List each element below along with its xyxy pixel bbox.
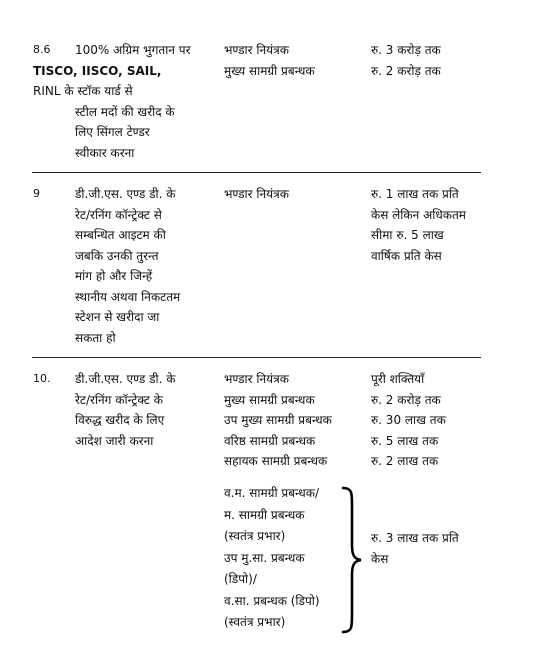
authority-line: भण्डार नियंत्रक <box>224 187 289 201</box>
authority-line: (स्वतंत्र प्रभार) <box>224 615 286 629</box>
item-description <box>75 102 175 164</box>
authority-line: उप मुख्य सामग्री प्रबन्धक <box>224 413 332 427</box>
authority-line: सहायक सामग्री प्रबन्धक <box>224 454 328 468</box>
authority-column <box>224 184 289 205</box>
item-description-line: डी.जी.एस. एण्ड डी. के <box>75 187 176 201</box>
authority-line: वरिष्ठ सामग्री प्रबन्धक <box>224 433 316 448</box>
authority-line: उप मु.सा. प्रबन्धक <box>224 550 305 565</box>
item-description-line: रेट/रनिंग कॉन्ट्रेक्ट के <box>75 392 164 407</box>
row-number: 9 <box>33 187 40 200</box>
item-description-line: डी.जी.एस. एण्ड डी. के <box>75 372 176 386</box>
item-description-line: TISCO, IISCO, SAIL, <box>33 63 162 78</box>
authority-line: व.म. सामग्री प्रबन्धक/ <box>224 486 320 500</box>
item-description-line: स्थानीय अथवा निकटतम <box>75 289 181 304</box>
limit-column <box>371 369 446 472</box>
authority-line: व.सा. प्रबन्धक (डिपो) <box>224 593 320 608</box>
limit-line: रु. 1 लाख तक प्रति <box>371 187 459 201</box>
item-description-line: स्वीकार करना <box>75 145 135 160</box>
limit-line: रु. 2 लाख तक <box>371 454 439 468</box>
authority-line: म. सामग्री प्रबन्धक <box>224 507 305 522</box>
item-description-line: 100% अग्रिम भुगतान पर <box>75 43 191 57</box>
item-description-line: जबकि उनकी तुरन्त <box>75 248 159 263</box>
limit-line: केस लेकिन अधिकतम <box>371 207 466 222</box>
limit-line: रु. 30 लाख तक <box>371 413 446 427</box>
authority-column <box>224 40 315 81</box>
item-description-line: लिए सिंगल टेण्डर <box>75 125 150 139</box>
item-description-line: स्टील मदों की खरीद के <box>75 104 175 119</box>
authority-column <box>224 369 332 472</box>
item-description-line: सम्बन्धित आइटम की <box>75 228 166 242</box>
grouped-limit <box>371 528 459 569</box>
row-number: 8.6 <box>33 43 51 56</box>
grouped-authority <box>224 483 320 634</box>
limit-line: रु. 5 लाख तक <box>371 433 439 448</box>
item-description <box>75 369 176 451</box>
item-description-line: RINL के स्टॉक यार्ड से <box>33 84 133 98</box>
limit-line: वार्षिक प्रति केस <box>371 248 442 263</box>
item-description <box>75 184 180 348</box>
authority-line: भण्डार नियंत्रक <box>224 43 289 57</box>
authority-line: भण्डार नियंत्रक <box>224 372 289 386</box>
row-divider <box>32 172 481 173</box>
limit-line: रु. 3 करोड़ तक <box>371 43 441 57</box>
row-number: 10. <box>33 372 51 385</box>
item-description-line: रेट/रनिंग कॉन्ट्रेक्ट से <box>75 207 162 222</box>
limit-line: रु. 3 लाख तक प्रति <box>371 531 459 545</box>
item-description-line: विरुद्ध खरीद के लिए <box>75 413 165 427</box>
authority-line: मुख्य सामग्री प्रबन्धक <box>224 63 315 78</box>
item-description-line: स्टेशन से खरीदा जा <box>75 310 160 324</box>
limit-line: पूरी शक्तियाँ <box>371 372 425 386</box>
item-description-line: सकता हो <box>75 330 116 345</box>
item-description-line: आदेश जारी करना <box>75 433 154 448</box>
curly-brace-icon <box>340 485 364 635</box>
limit-line: रु. 2 करोड़ तक <box>371 63 441 78</box>
limit-column <box>371 40 441 81</box>
limit-line: रु. 2 करोड़ तक <box>371 392 441 407</box>
authority-line: (डिपो)/ <box>224 572 257 586</box>
row-divider <box>32 357 481 358</box>
authority-line: मुख्य सामग्री प्रबन्धक <box>224 392 315 407</box>
limit-line: सीमा रु. 5 लाख <box>371 228 444 242</box>
limit-column <box>371 184 466 266</box>
authority-line: (स्वतंत्र प्रभार) <box>224 529 286 543</box>
limit-line: केस <box>371 551 389 566</box>
item-description-line: मांग हो और जिन्हें <box>75 269 153 283</box>
